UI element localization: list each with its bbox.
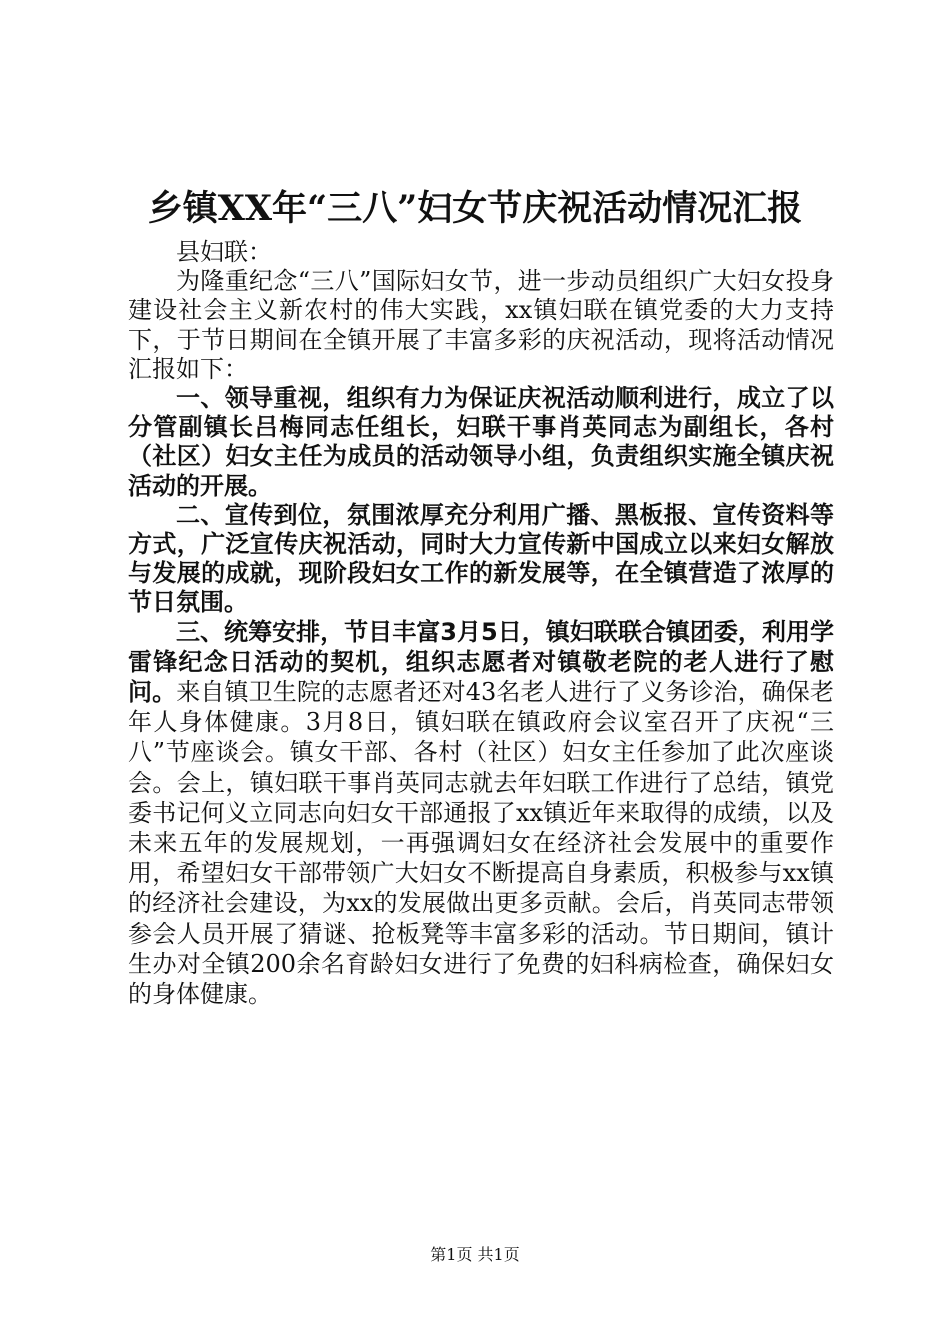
document-title: 乡镇XX年“三八”妇女节庆祝活动情况汇报 bbox=[147, 188, 803, 229]
section-1-paragraph: 一、领导重视，组织有力为保证庆祝活动顺利进行，成立了以分管副镇长吕梅同志任组长，妇联干事肖英同志为副组长，各村（社区）妇女主任为成员的活动领导小组，负责组织实施全镇庆祝活动的开展。 bbox=[128, 384, 834, 500]
section-3-paragraph bbox=[128, 618, 834, 1011]
document-body bbox=[128, 238, 834, 1010]
section-3-body: 来自镇卫生院的志愿者还对43名老人进行了义务诊治，确保老年人身体健康。3月8日，镇妇联在镇政府会议室召开了庆祝“三八”节座谈会。镇女干部、各村（社区）妇女主任参加了此次座谈会。会上，镇妇联干事肖英同志就去年妇联工作进行了总结，镇党委书记何义立同志向妇女干部通报了xx镇近年来取得的成绩，以及未来五年的发展规划，一再强调妇女在经济社会发展中的重要作用，希望妇女干部带领广大妇女不断提高自身素质，积极参与xx镇的经济社会建设，为xx的发展做出更多贡献。会后，肖英同志带领参会人员开展了猜谜、抢板凳等丰富多彩的活动。节日期间，镇计生办对全镇200余名育龄妇女进行了免费的妇科病检查，确保妇女的身体健康。 bbox=[128, 678, 834, 1009]
section-2-paragraph: 二、宣传到位，氛围浓厚充分利用广播、黑板报、宣传资料等方式，广泛宣传庆祝活动，同时大力宣传新中国成立以来妇女解放与发展的成就，现阶段妇女工作的新发展等，在全镇营造了浓厚的节日氛围。 bbox=[128, 500, 834, 617]
salutation: 县妇联： bbox=[176, 238, 272, 266]
intro-paragraph: 为隆重纪念“三八”国际妇女节，进一步动员组织广大妇女投身建设社会主义新农村的伟大实践，xx镇妇联在镇党委的大力支持下，于节日期间在全镇开展了丰富多彩的庆祝活动，现将活动情况汇报如下： bbox=[128, 267, 834, 383]
section-3-lead: 三、统筹安排，节目丰富3月5日，镇妇联联合镇团委，利用学雷锋纪念日活动的契机，组织志愿者对镇敬老院的老人进行了慰问。 bbox=[128, 617, 834, 707]
page-footer: 第1页 共1页 bbox=[430, 1245, 520, 1264]
